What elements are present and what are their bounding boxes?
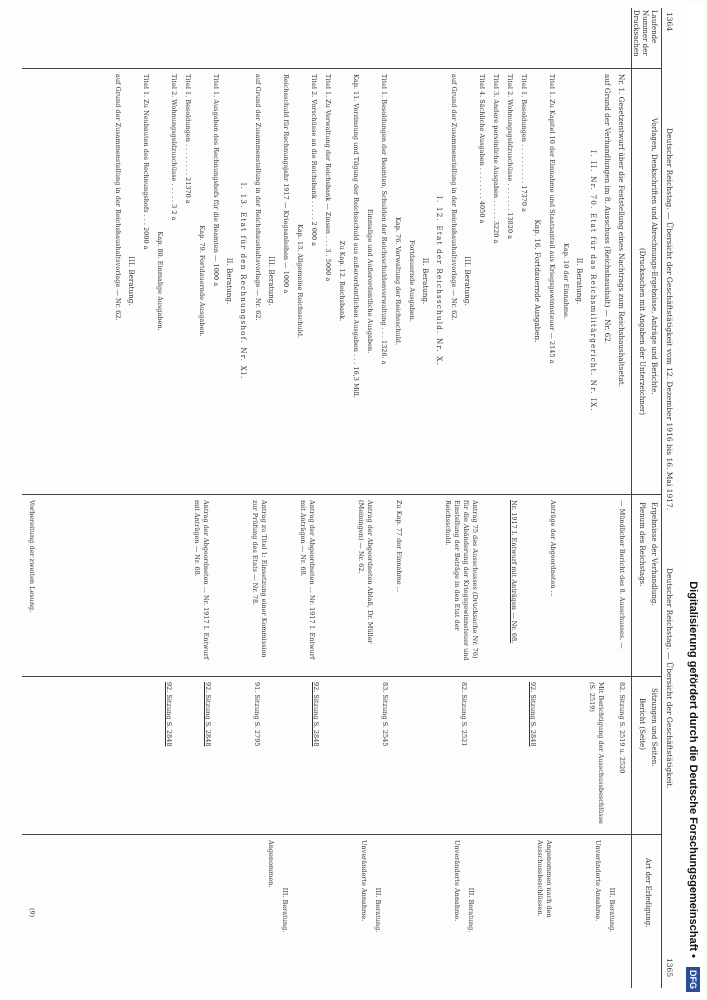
list-item: Anträge der Abgeordneten ... — [549, 500, 557, 597]
list-item: Kap. 16. Fortdauernde Ausgaben. — [533, 219, 542, 343]
list-item: 83. Sitzung S. 2545 — [381, 682, 389, 747]
list-item: Nr. 1917 I. Entwurf mit Anträgen — Nr. 68. — [510, 500, 518, 644]
list-item: Unveränderte Annahme. — [360, 840, 368, 922]
list-item: Kap. 10 der Einnahme. — [562, 243, 570, 319]
list-item: I. 12. Etat der Reichsschuld. Nr. X. — [435, 195, 444, 367]
list-item: Mit Berichtigung der Ausschussbeschlüsse (S. 2519) — [588, 682, 605, 824]
list-item: Titel 1. Ausgaben des Rechnungshofs für die Beamten — 1000 a — [212, 74, 220, 287]
left-page-number: 1364 — [665, 12, 674, 32]
list-item: Titel 1. Besoldungen . . . . . . . . 21370 a — [184, 74, 192, 204]
banner-text: Digitalisierung gefördert durch die Deutsche Forschungsgemeinschaft • — [687, 581, 699, 958]
list-item: Reichsschuld für Rechnungsjahr 1917 — Kriegsanleihen — 1000 a — [282, 74, 290, 294]
list-item: Fortdauernde Ausgaben. — [408, 240, 416, 322]
list-item: I. II. Nr. 70. Etat für das Reichsmilitärgericht. Nr. IX. — [589, 150, 598, 412]
list-item: Antrag 75 des Ausschusses (Drucksache Nr. 76) für die Abänderung der Kriegsgewinnsteuer und Einstellung der Beträge in den Etat der Reichsschuld. — [444, 500, 479, 661]
column-divider-3 — [22, 676, 662, 677]
list-item: III. Beratung. — [467, 887, 475, 933]
list-item: Titel 3. Andere persönliche Ausgaben . . . . . 3220 a — [492, 74, 500, 244]
list-item: III. Beratung. — [374, 887, 382, 933]
list-item: II. Beratung. — [575, 257, 584, 305]
column-header-number: Laufende Nummer der Drucksachen — [632, 10, 658, 57]
column-header-sessions: Sitzungen und Seiten. — [650, 688, 658, 767]
list-item: Kap. 80. Einmalige Ausgaben. — [156, 231, 164, 331]
disposition-column — [26, 840, 626, 980]
list-item: Titel 2. Vorschüsse an die Reichsbank . . . . . 2 000 a — [310, 74, 318, 247]
list-item: Titel 1. Zu Kapitel 10 der Einnahme und Staatsanteil aus Kriegsgewinnsteuer — 2145 a — [548, 74, 556, 364]
column-header-results-sub: Plenum des Reichstags. — [638, 502, 646, 587]
list-item: Zu Kap. 77 der Einnahme ... — [395, 500, 403, 593]
list-item: III. Beratung. — [463, 256, 472, 306]
list-item: Kap. 13. Allgemeine Reichsschuld. — [296, 223, 304, 339]
list-item: II. Beratung. — [225, 257, 234, 305]
list-item: Angenommen. — [267, 840, 275, 888]
list-item: 82. Sitzung S. 2521 — [460, 682, 468, 747]
list-item: 92. Sitzung S. 2848 — [165, 682, 173, 747]
list-item: III. Beratung. — [281, 887, 289, 933]
list-item: Antrag der Abgeordneten ... Nr. 1917 I. Entwurf mit Anträgen — Nr. 68. — [193, 500, 210, 660]
list-item: Titel 1. Besoldungen der Beamten, Schulden der Reichsschuldenverwaltung . . . 1326. a — [380, 74, 388, 365]
left-running-title: Deutscher Reichstag. — Übersicht der Geschäftstätigkeit vom 12. Dezember 1916 bis 16. Mai 1917. — [665, 128, 674, 511]
list-item: auf Grund der Zusammenstellung in der Reichshaushaltsvorlage — Nr. 62. — [114, 74, 122, 321]
right-page-number: 1365 — [665, 958, 674, 978]
footer-note: Vorbereitung der zweiten Lesung. — [28, 500, 36, 613]
column-header-sessions-sub: Bericht (Seite) — [638, 698, 646, 750]
column-divider-2 — [22, 494, 662, 495]
corner-mark: (9) — [28, 908, 36, 918]
column-divider-4 — [22, 834, 662, 835]
list-item: III. Beratung. — [127, 256, 136, 306]
list-item: 82. Sitzung S. 2519 u. 2520 — [618, 682, 626, 774]
list-item: auf Grund der Zusammenstellung in der Reichshaushaltsvorlage — Nr. 62. — [450, 74, 458, 321]
list-item: III. Beratung. — [608, 887, 616, 933]
list-item: Titel 1. Zu Neubauten des Rechnungshofs . . . 2000 a — [142, 74, 150, 250]
rotated-sheet — [16, 8, 676, 988]
list-item: 92. Sitzung S. 2848 — [529, 682, 537, 747]
list-item: Titel 1. Zu Verwaltung der Reichsbank — Zinsen . . . 3 . 5000 a — [324, 74, 332, 282]
list-item: auf Grund der Zusammenstellung in der Reichshaushaltsvorlage — Nr. 62. — [254, 74, 262, 321]
list-item: Titel 4. Sächliche Ausgaben . . . . . . . . 4050 a — [478, 74, 486, 224]
header-rule — [661, 8, 662, 988]
list-item: Kap. 79. Fortdauernde Ausgaben. — [198, 225, 206, 337]
list-item: Nr. 1. Gesetzentwurf über die Feststellung eines Nachtrags zum Reichshaushaltsetat. — [617, 74, 626, 388]
list-item: Titel 2. Wohnungsgeldzuschüsse . . . . . 3 2 a — [170, 74, 178, 221]
list-item: Antrag der Abgeordneten Ablaß, Dr. Müller (Meiningen) — Nr. 62. — [357, 500, 374, 644]
column-divider-1 — [22, 68, 662, 69]
list-item: 92. Sitzung S. 2848 — [204, 682, 212, 747]
list-item: auf Grund der Verhandlungen im 8. Ausschuss (Reichshaushalt) — Nr. 62. — [603, 74, 612, 345]
list-item: 91. Sitzung S. 2795 — [253, 682, 261, 747]
list-item: II. Beratung. — [421, 257, 430, 305]
list-item: Zu Kap. 12. Reichsbank. — [338, 240, 346, 322]
column-header-subjects: Vorlagen, Denkschriften und Abrechnungs-Ergebnisse, Anträge und Berichte. — [650, 118, 658, 395]
dfg-logo: DFG — [686, 967, 700, 992]
list-item: Unveränderte Annahme. — [594, 840, 602, 922]
list-item: I. 13. Etat für den Rechnungshof. Nr. XI. — [239, 182, 248, 380]
list-item: Kap. 11. Verzinsung und Tilgung der Reichsschuld aus außerordentlichen Ausgaben . . . 16,3 Mill. — [352, 74, 360, 398]
list-item: Kap. 76. Verwaltung der Reichsschuld. — [394, 216, 402, 346]
column-header-disposition: Art der Erledigung. — [644, 858, 652, 928]
sessions-column — [26, 682, 626, 828]
column-header-rule — [631, 8, 632, 988]
column-header-subjects-sub: (Drucksachen mit Angaben der Unterzeichner) — [638, 248, 646, 416]
dfg-funding-text — [682, 4, 704, 996]
list-item: III. Beratung. — [267, 256, 276, 306]
dfg-funding-banner — [682, 4, 704, 996]
list-item: Unveränderte Annahme. — [453, 840, 461, 922]
list-item: 92. Sitzung S. 2848 — [312, 682, 320, 747]
list-item: Antrag zu Titel 1: Einsetzung einer Kommission zur Prüfung des Etats — Nr. 78. — [251, 500, 268, 658]
right-running-title: Deutscher Reichstag. — Übersicht der Geschäftstätigkeit. — [665, 568, 674, 789]
subjects-column — [26, 74, 626, 488]
list-item: Titel 2. Wohnungsgeldzuschüsse . . . . . . . 13820 a — [506, 74, 514, 240]
list-item: Antrag der Abgeordneten ... Nr. 1917 I. Entwurf mit Anträgen — Nr. 68. — [299, 500, 316, 660]
list-item: Angenommen nach den Ausschussbeschlüssen. — [536, 840, 553, 918]
list-item: Einmalige und Außerordentliche Ausgaben. — [366, 208, 374, 354]
list-item: Titel 1. Besoldungen . . . . . . . . . . 17370 a — [520, 74, 528, 212]
column-header-results: Ergebnisse der Verhandlung. — [650, 502, 658, 606]
results-column — [26, 500, 626, 670]
list-item: — Mündlicher Bericht des 8. Ausschusses. — — [618, 500, 626, 649]
